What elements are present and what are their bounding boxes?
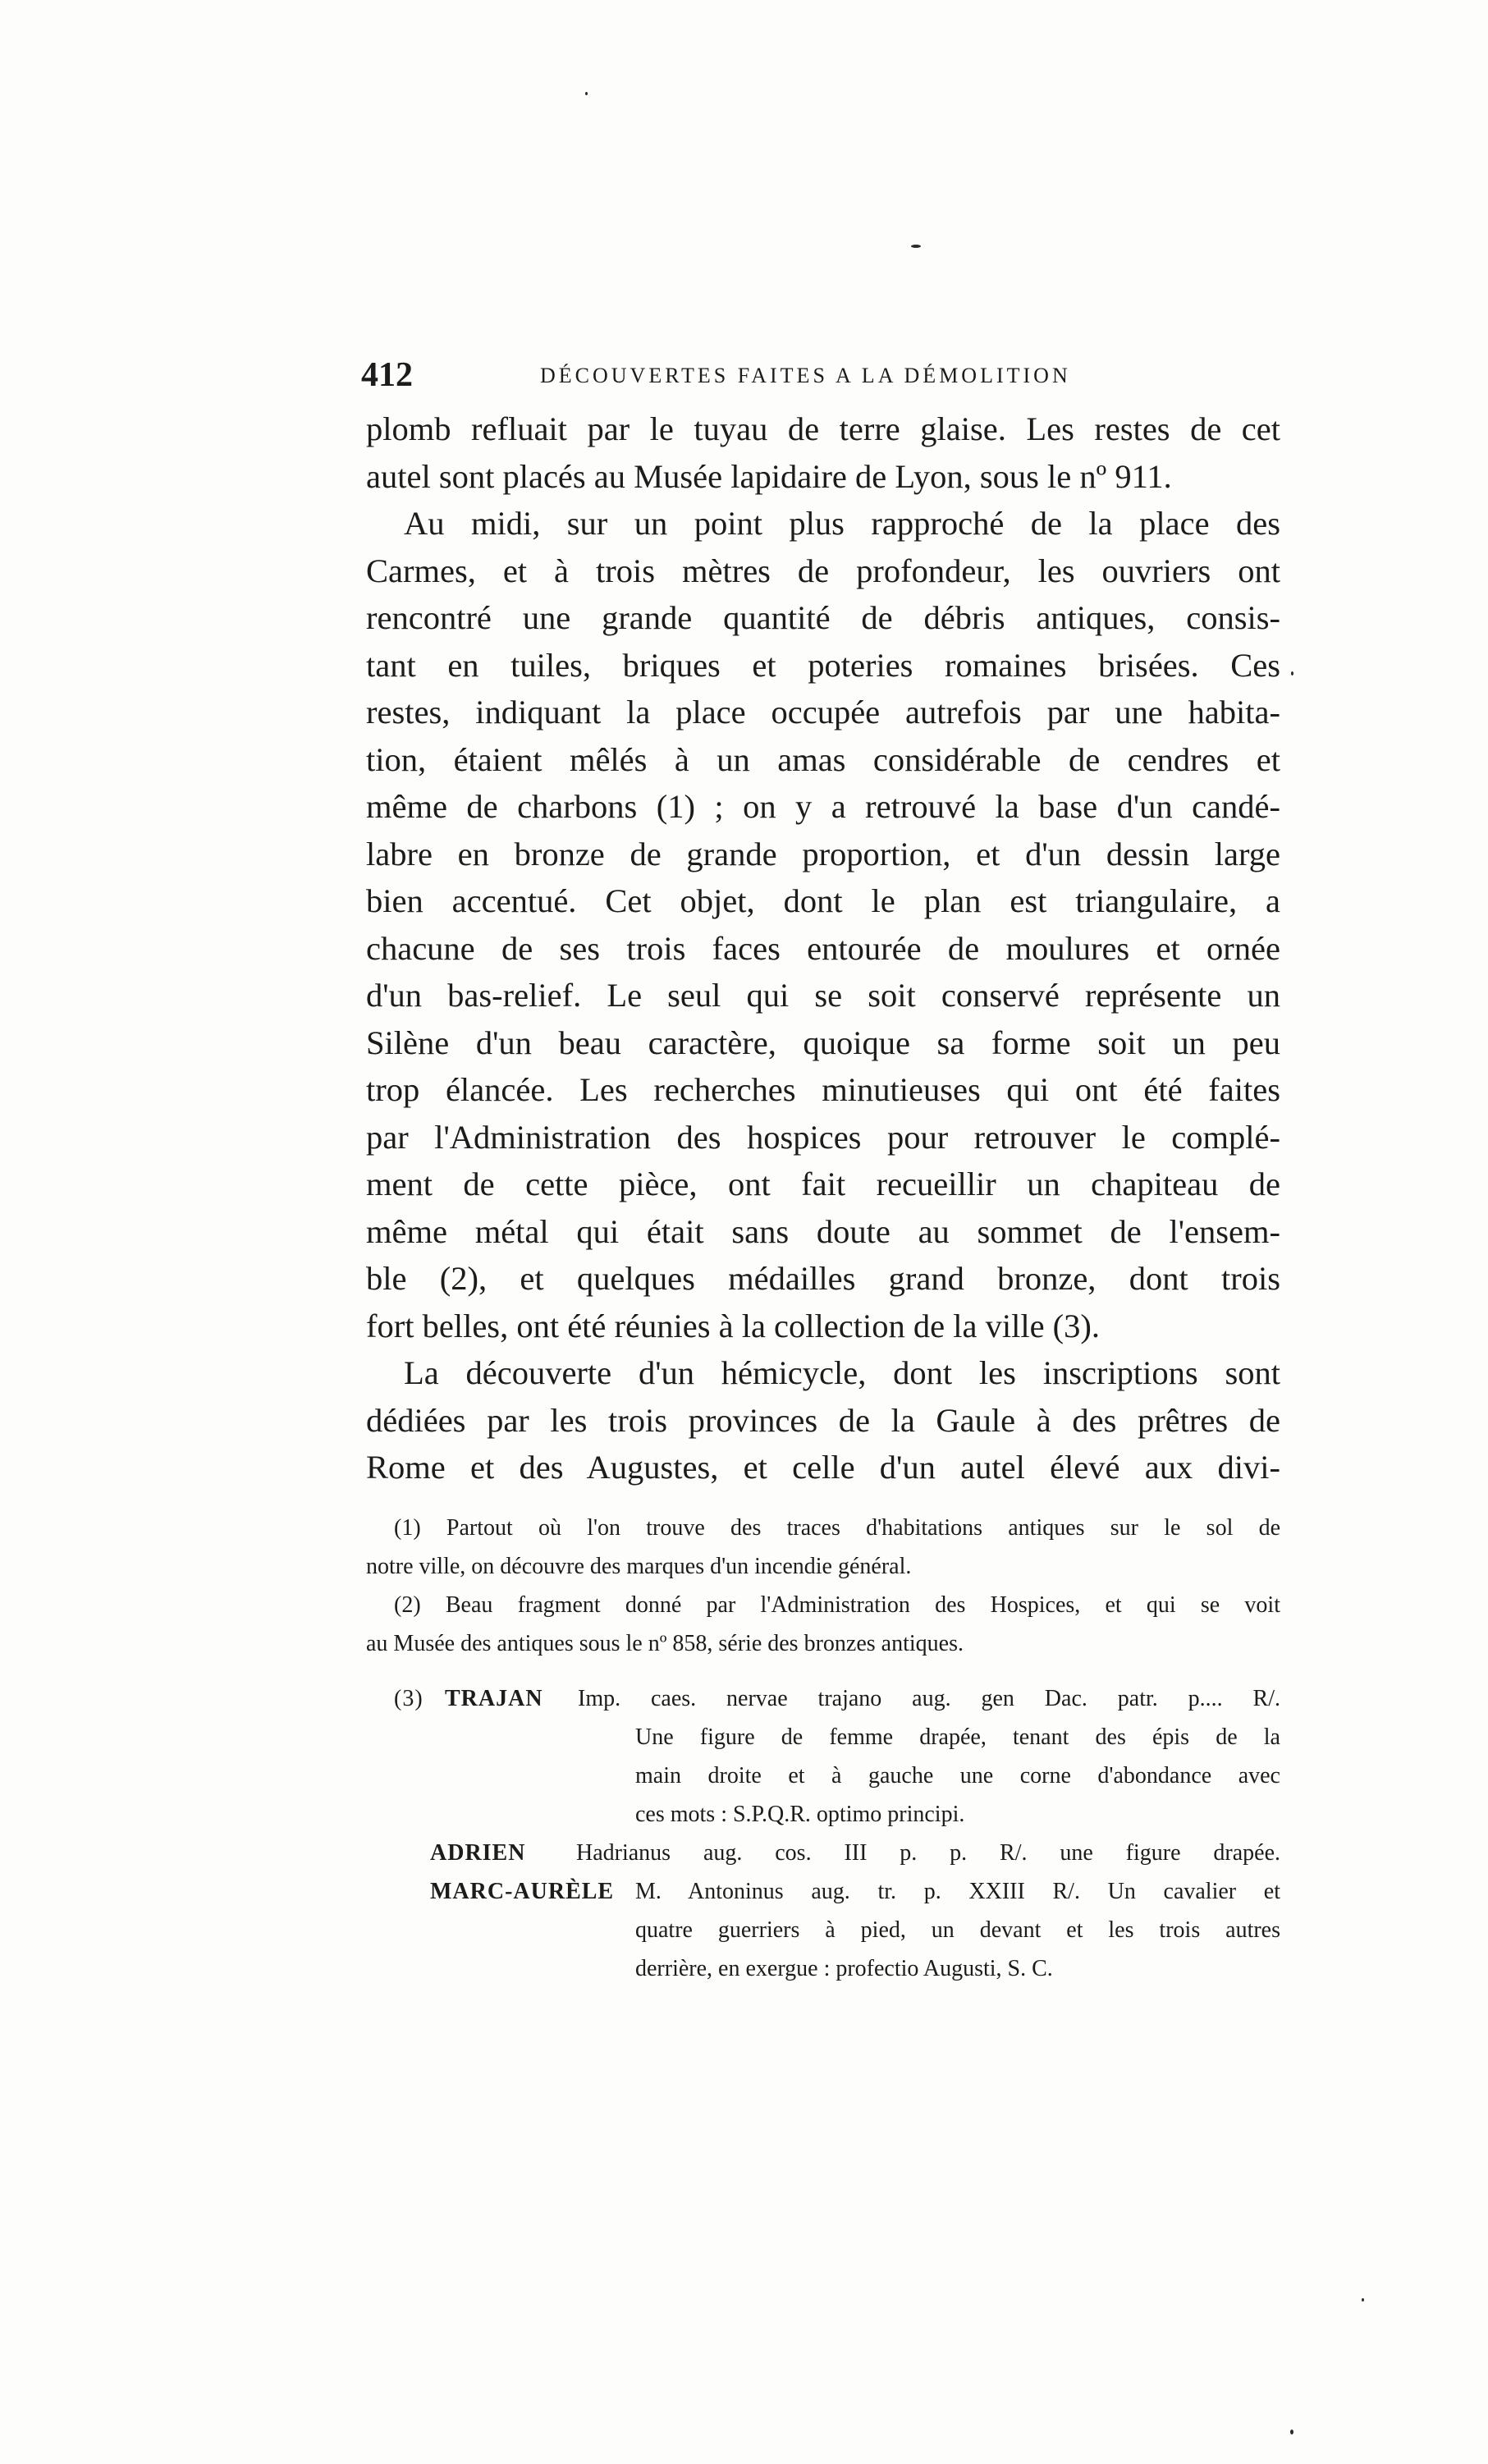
footnote-3-coin-list	[366, 1679, 1280, 1988]
text-line: tant en tuiles, briques et poteries romaines brisées. Ces	[366, 646, 1280, 684]
coin-emperor: TRAJAN	[445, 1686, 543, 1711]
text-line: d'un bas-relief. Le seul qui se soit conservé représente un	[366, 977, 1280, 1014]
text-line: ment de cette pièce, ont fait recueillir un chapiteau de	[366, 1166, 1280, 1202]
text-line: même métal qui était sans doute au sommet de l'ensem-	[366, 1212, 1280, 1250]
coin-row	[366, 1949, 1280, 1988]
coin-description: derrière, en exergue : profectio Augusti, S. C.	[635, 1956, 1053, 1981]
text-line: par l'Administration des hospices pour retrouver le complé-	[366, 1118, 1280, 1156]
text-line: rencontré une grande quantité de débris antiques, consis-	[366, 599, 1280, 636]
coin-row	[366, 1834, 1280, 1872]
body-text	[366, 405, 1280, 1491]
page-number: 412	[361, 356, 413, 394]
text-line: Silène d'un beau caractère, quoique sa forme soit un peu	[366, 1024, 1280, 1061]
scan-speck	[1291, 671, 1293, 676]
running-title: DÉCOUVERTES FAITES A LA DÉMOLITION	[540, 364, 1071, 387]
text-line: La découverte d'un hémicycle, dont les inscriptions sont	[404, 1354, 1280, 1391]
text-line: trop élancée. Les recherches minutieuses qui ont été faites	[366, 1071, 1280, 1108]
scan-speck	[585, 92, 588, 95]
coin-row	[366, 1911, 1280, 1949]
text-line: bien accentué. Cet objet, dont le plan est triangulaire, a	[366, 882, 1280, 919]
coin-description: main droite et à gauche une corne d'abondance avec	[635, 1763, 1280, 1788]
coin-row	[366, 1872, 1280, 1911]
text-line: Au midi, sur un point plus rapproché de la place des	[404, 505, 1280, 542]
text-line: fort belles, ont été réunies à la collection de la ville (3).	[366, 1307, 1101, 1344]
text-line: Carmes, et à trois mètres de profondeur, les ouvriers ont	[366, 552, 1280, 589]
text-line: plomb refluait par le tuyau de terre glaise. Les restes de cet	[366, 410, 1280, 447]
text-line: Rome et des Augustes, et celle d'un autel élevé aux divi-	[366, 1449, 1280, 1486]
coin-row	[366, 1679, 1280, 1718]
text-line: chacune de ses trois faces entourée de moulures et ornée	[366, 929, 1280, 967]
footnote-2-line: au Musée des antiques sous le nº 858, série des bronzes antiques.	[366, 1631, 964, 1656]
text-line: restes, indiquant la place occupée autrefois par une habita-	[366, 694, 1280, 730]
coin-emperor: ADRIEN	[430, 1840, 526, 1866]
footnote-2-line: (2) Beau fragment donné par l'Administration des Hospices, et qui se voit	[394, 1592, 1280, 1618]
scan-speck	[1290, 2430, 1293, 2434]
text-line: ble (2), et quelques médailles grand bronze, dont trois	[366, 1260, 1280, 1297]
footnotes	[366, 1509, 1280, 1663]
footnote-1-line: (1) Partout où l'on trouve des traces d'habitations antiques sur le sol de	[394, 1515, 1280, 1541]
text-line: labre en bronze de grande proportion, et d'un dessin large	[366, 835, 1280, 872]
text-line: dédiées par les trois provinces de la Gaule à des prêtres de	[366, 1401, 1280, 1439]
footnote-3-label: (3)	[394, 1686, 424, 1711]
coin-description: Hadrianus aug. cos. III p. p. R/. une figure drapée.	[576, 1840, 1280, 1866]
coin-description: Une figure de femme drapée, tenant des épis de la	[635, 1724, 1280, 1750]
coin-row	[366, 1718, 1280, 1756]
coin-row	[366, 1756, 1280, 1795]
coin-description: Imp. caes. nervae trajano aug. gen Dac. patr. p.... R/.	[578, 1686, 1280, 1711]
footnote-1-line: notre ville, on découvre des marques d'un incendie général.	[366, 1554, 912, 1579]
coin-description: quatre guerriers à pied, un devant et les trois autres	[635, 1917, 1280, 1943]
coin-description: ces mots : S.P.Q.R. optimo principi.	[635, 1802, 965, 1827]
coin-emperor: MARC-AURÈLE	[430, 1879, 615, 1904]
text-line: même de charbons (1) ; on y a retrouvé la base d'un candé-	[366, 788, 1280, 825]
text-line: tion, étaient mêlés à un amas considérable de cendres et	[366, 740, 1280, 778]
scan-speck	[911, 245, 921, 248]
scan-speck	[1362, 2298, 1364, 2301]
running-head	[361, 355, 1280, 396]
coin-row	[366, 1795, 1280, 1834]
coin-description: M. Antoninus aug. tr. p. XXIII R/. Un cavalier et	[635, 1879, 1280, 1904]
text-line: autel sont placés au Musée lapidaire de Lyon, sous le nº 911.	[366, 457, 1172, 495]
